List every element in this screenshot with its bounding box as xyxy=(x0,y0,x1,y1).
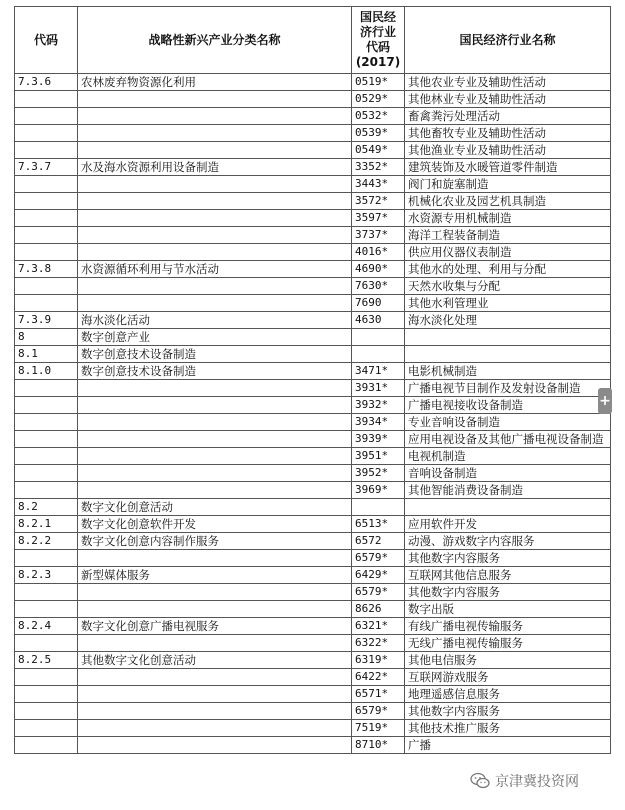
cell-industry-code: 3939* xyxy=(352,431,405,448)
table-row xyxy=(15,584,611,601)
cell-category: 数字文化创意内容制作服务 xyxy=(78,533,352,550)
cell-category xyxy=(78,448,352,465)
cell-industry-code: 8710* xyxy=(352,737,405,754)
cell-code xyxy=(15,669,78,686)
cell-industry-name: 广播电视节目制作及发射设备制造 xyxy=(405,380,611,397)
cell-industry-code: 3471* xyxy=(352,363,405,380)
cell-category: 数字创意技术设备制造 xyxy=(78,363,352,380)
table-row xyxy=(15,295,611,312)
table-row xyxy=(15,125,611,142)
cell-industry-name: 数字出版 xyxy=(405,601,611,618)
cell-industry-code: 6319* xyxy=(352,652,405,669)
table-row xyxy=(15,686,611,703)
cell-industry-name: 应用电视设备及其他广播电视设备制造 xyxy=(405,431,611,448)
cell-industry-name: 畜禽粪污处理活动 xyxy=(405,108,611,125)
table-row xyxy=(15,499,611,516)
cell-code xyxy=(15,635,78,652)
cell-industry-code: 6321* xyxy=(352,618,405,635)
cell-industry-code: 0532* xyxy=(352,108,405,125)
cell-category xyxy=(78,244,352,261)
cell-industry-code: 4690* xyxy=(352,261,405,278)
cell-industry-code: 3952* xyxy=(352,465,405,482)
table-row xyxy=(15,601,611,618)
cell-industry-code: 4630 xyxy=(352,312,405,329)
cell-category xyxy=(78,380,352,397)
cell-category xyxy=(78,142,352,159)
cell-code xyxy=(15,431,78,448)
table-row xyxy=(15,142,611,159)
cell-industry-name xyxy=(405,346,611,363)
cell-industry-code xyxy=(352,499,405,516)
cell-industry-code: 7519* xyxy=(352,720,405,737)
cell-industry-name: 水资源专用机械制造 xyxy=(405,210,611,227)
table-row xyxy=(15,414,611,431)
cell-category xyxy=(78,703,352,720)
table-row xyxy=(15,550,611,567)
cell-code xyxy=(15,414,78,431)
cell-industry-name: 广播 xyxy=(405,737,611,754)
table-row xyxy=(15,533,611,550)
cell-industry-code: 0549* xyxy=(352,142,405,159)
table-row xyxy=(15,193,611,210)
cell-industry-code: 6579* xyxy=(352,584,405,601)
cell-industry-name: 电视机制造 xyxy=(405,448,611,465)
cell-code xyxy=(15,210,78,227)
cell-category xyxy=(78,669,352,686)
cell-code: 8.2.5 xyxy=(15,652,78,669)
cell-industry-name: 其他水的处理、利用与分配 xyxy=(405,261,611,278)
header-industry-code: 国民经济行业代码(2017) xyxy=(352,7,405,74)
cell-code: 8.2 xyxy=(15,499,78,516)
cell-industry-code: 6513* xyxy=(352,516,405,533)
cell-industry-name xyxy=(405,499,611,516)
cell-industry-name: 互联网游戏服务 xyxy=(405,669,611,686)
cell-category xyxy=(78,397,352,414)
cell-category xyxy=(78,686,352,703)
cell-industry-code: 0539* xyxy=(352,125,405,142)
cell-category xyxy=(78,465,352,482)
cell-category: 其他数字文化创意活动 xyxy=(78,652,352,669)
cell-industry-code: 6429* xyxy=(352,567,405,584)
cell-code xyxy=(15,686,78,703)
cell-code xyxy=(15,108,78,125)
side-expand-tab[interactable] xyxy=(598,388,612,414)
cell-industry-code: 7630* xyxy=(352,278,405,295)
table-row xyxy=(15,516,611,533)
table-row xyxy=(15,431,611,448)
cell-category xyxy=(78,108,352,125)
cell-industry-name: 其他农业专业及辅助性活动 xyxy=(405,74,611,91)
cell-industry-code: 0529* xyxy=(352,91,405,108)
cell-code xyxy=(15,227,78,244)
cell-category xyxy=(78,125,352,142)
table-row xyxy=(15,210,611,227)
table-row xyxy=(15,635,611,652)
cell-industry-code: 3737* xyxy=(352,227,405,244)
cell-code: 7.3.8 xyxy=(15,261,78,278)
cell-code xyxy=(15,380,78,397)
cell-code xyxy=(15,601,78,618)
cell-code xyxy=(15,703,78,720)
plus-icon: + xyxy=(599,393,611,409)
cell-code xyxy=(15,142,78,159)
table-body xyxy=(15,74,611,754)
cell-code xyxy=(15,737,78,754)
cell-industry-code: 6572 xyxy=(352,533,405,550)
cell-industry-code: 3352* xyxy=(352,159,405,176)
cell-industry-code: 4016* xyxy=(352,244,405,261)
cell-industry-name: 专业音响设备制造 xyxy=(405,414,611,431)
cell-category: 水及海水资源利用设备制造 xyxy=(78,159,352,176)
cell-category: 数字文化创意活动 xyxy=(78,499,352,516)
cell-industry-name: 其他林业专业及辅助性活动 xyxy=(405,91,611,108)
cell-industry-name: 建筑装饰及水暖管道零件制造 xyxy=(405,159,611,176)
cell-code: 7.3.7 xyxy=(15,159,78,176)
cell-category xyxy=(78,414,352,431)
cell-industry-name: 其他智能消费设备制造 xyxy=(405,482,611,499)
cell-category xyxy=(78,720,352,737)
cell-industry-name: 天然水收集与分配 xyxy=(405,278,611,295)
cell-code xyxy=(15,244,78,261)
cell-industry-code: 6579* xyxy=(352,703,405,720)
cell-code xyxy=(15,397,78,414)
table-row xyxy=(15,567,611,584)
table-row xyxy=(15,618,611,635)
table-header-row xyxy=(15,7,611,74)
cell-industry-name: 其他渔业专业及辅助性活动 xyxy=(405,142,611,159)
cell-code xyxy=(15,465,78,482)
cell-code: 8.1.0 xyxy=(15,363,78,380)
cell-industry-name: 海水淡化处理 xyxy=(405,312,611,329)
cell-industry-code: 3934* xyxy=(352,414,405,431)
cell-code xyxy=(15,125,78,142)
cell-industry-name: 阀门和旋塞制造 xyxy=(405,176,611,193)
cell-category xyxy=(78,227,352,244)
header-category: 战略性新兴产业分类名称 xyxy=(78,7,352,74)
cell-category xyxy=(78,635,352,652)
cell-code xyxy=(15,278,78,295)
table-row xyxy=(15,74,611,91)
cell-category: 数字创意产业 xyxy=(78,329,352,346)
cell-code: 7.3.6 xyxy=(15,74,78,91)
header-code: 代码 xyxy=(15,7,78,74)
cell-category: 数字文化创意广播电视服务 xyxy=(78,618,352,635)
cell-code xyxy=(15,482,78,499)
cell-category: 水资源循环利用与节水活动 xyxy=(78,261,352,278)
cell-industry-name: 有线广播电视传输服务 xyxy=(405,618,611,635)
cell-code xyxy=(15,550,78,567)
cell-category xyxy=(78,295,352,312)
cell-industry-name: 地理遥感信息服务 xyxy=(405,686,611,703)
cell-code: 8.2.1 xyxy=(15,516,78,533)
cell-code xyxy=(15,295,78,312)
cell-industry-name: 其他畜牧专业及辅助性活动 xyxy=(405,125,611,142)
cell-industry-name: 其他技术推广服务 xyxy=(405,720,611,737)
cell-industry-code: 6322* xyxy=(352,635,405,652)
cell-industry-name: 其他水利管理业 xyxy=(405,295,611,312)
table-row xyxy=(15,91,611,108)
cell-industry-name: 海洋工程装备制造 xyxy=(405,227,611,244)
table-row xyxy=(15,227,611,244)
cell-industry-code: 6579* xyxy=(352,550,405,567)
cell-code xyxy=(15,720,78,737)
cell-industry-code: 8626 xyxy=(352,601,405,618)
cell-category xyxy=(78,193,352,210)
header-industry-name: 国民经济行业名称 xyxy=(405,7,611,74)
cell-category: 农林废弃物资源化利用 xyxy=(78,74,352,91)
cell-industry-code: 6422* xyxy=(352,669,405,686)
table-row xyxy=(15,159,611,176)
cell-category xyxy=(78,601,352,618)
cell-category: 数字文化创意软件开发 xyxy=(78,516,352,533)
cell-code xyxy=(15,448,78,465)
cell-industry-code: 3951* xyxy=(352,448,405,465)
table-row xyxy=(15,278,611,295)
cell-industry-code: 7690 xyxy=(352,295,405,312)
cell-code: 8.2.4 xyxy=(15,618,78,635)
cell-category xyxy=(78,278,352,295)
cell-code xyxy=(15,584,78,601)
cell-category xyxy=(78,584,352,601)
cell-industry-name: 机械化农业及园艺机具制造 xyxy=(405,193,611,210)
cell-industry-name xyxy=(405,329,611,346)
cell-industry-code: 3443* xyxy=(352,176,405,193)
cell-industry-name: 应用软件开发 xyxy=(405,516,611,533)
cell-industry-name: 其他数字内容服务 xyxy=(405,584,611,601)
table-row xyxy=(15,737,611,754)
table-row xyxy=(15,397,611,414)
cell-industry-name: 供应用仪器仪表制造 xyxy=(405,244,611,261)
cell-industry-code: 3932* xyxy=(352,397,405,414)
cell-code xyxy=(15,193,78,210)
cell-code xyxy=(15,176,78,193)
table-row xyxy=(15,176,611,193)
cell-category xyxy=(78,431,352,448)
cell-category: 海水淡化活动 xyxy=(78,312,352,329)
table-row xyxy=(15,108,611,125)
cell-category xyxy=(78,737,352,754)
cell-category xyxy=(78,550,352,567)
cell-industry-name: 互联网其他信息服务 xyxy=(405,567,611,584)
cell-category xyxy=(78,91,352,108)
cell-industry-name: 动漫、游戏数字内容服务 xyxy=(405,533,611,550)
cell-industry-code: 3931* xyxy=(352,380,405,397)
table-row xyxy=(15,669,611,686)
cell-industry-name: 电影机械制造 xyxy=(405,363,611,380)
table-row xyxy=(15,703,611,720)
table-row xyxy=(15,380,611,397)
cell-category xyxy=(78,176,352,193)
cell-industry-code: 3572* xyxy=(352,193,405,210)
cell-industry-code: 3969* xyxy=(352,482,405,499)
cell-code: 7.3.9 xyxy=(15,312,78,329)
cell-industry-name: 其他数字内容服务 xyxy=(405,550,611,567)
cell-industry-code: 3597* xyxy=(352,210,405,227)
cell-industry-code xyxy=(352,329,405,346)
table-row xyxy=(15,329,611,346)
cell-industry-name: 音响设备制造 xyxy=(405,465,611,482)
table-row xyxy=(15,482,611,499)
cell-category: 数字创意技术设备制造 xyxy=(78,346,352,363)
table-row xyxy=(15,346,611,363)
cell-code xyxy=(15,91,78,108)
table-row xyxy=(15,465,611,482)
wechat-icon xyxy=(470,772,490,790)
cell-code: 8.2.3 xyxy=(15,567,78,584)
cell-code: 8 xyxy=(15,329,78,346)
cell-industry-code: 0519* xyxy=(352,74,405,91)
table-row xyxy=(15,261,611,278)
cell-industry-name: 其他数字内容服务 xyxy=(405,703,611,720)
table-row xyxy=(15,312,611,329)
table-row xyxy=(15,363,611,380)
table-row xyxy=(15,720,611,737)
cell-code: 8.2.2 xyxy=(15,533,78,550)
classification-table xyxy=(14,6,611,754)
cell-industry-name: 广播电视接收设备制造 xyxy=(405,397,611,414)
cell-industry-code: 6571* xyxy=(352,686,405,703)
watermark-text: 京津冀投资网 xyxy=(495,774,579,790)
cell-industry-code xyxy=(352,346,405,363)
cell-industry-name: 无线广播电视传输服务 xyxy=(405,635,611,652)
cell-code: 8.1 xyxy=(15,346,78,363)
cell-industry-name: 其他电信服务 xyxy=(405,652,611,669)
cell-category xyxy=(78,210,352,227)
table-row xyxy=(15,448,611,465)
cell-category xyxy=(78,482,352,499)
cell-category: 新型媒体服务 xyxy=(78,567,352,584)
table-row xyxy=(15,244,611,261)
watermark xyxy=(470,770,579,792)
table-row xyxy=(15,652,611,669)
